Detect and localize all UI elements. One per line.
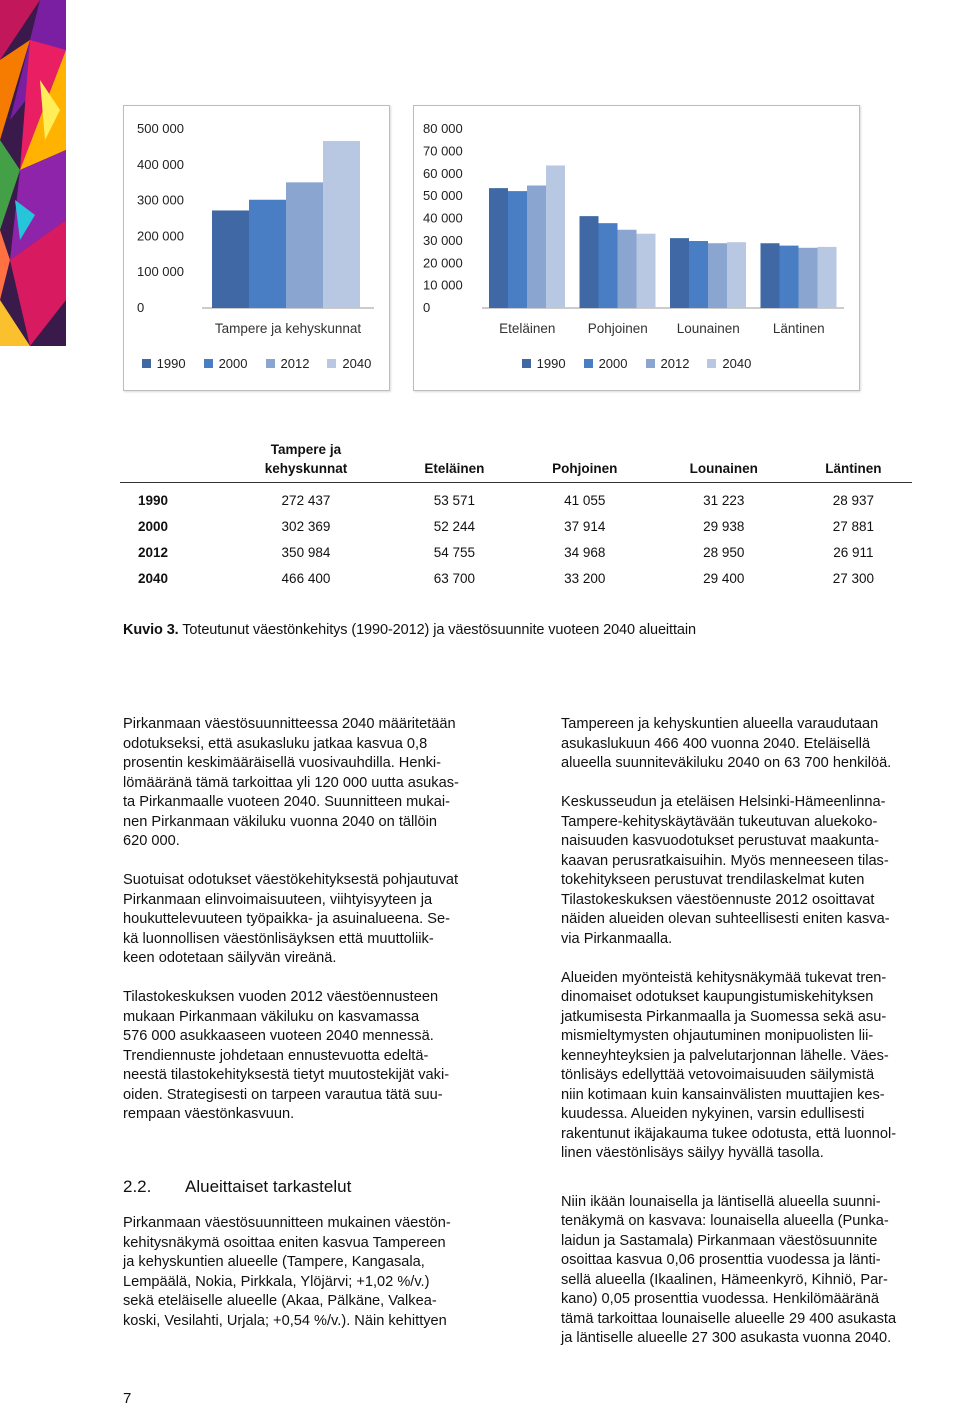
table-cell: 28 950 xyxy=(703,544,745,560)
table-cell: 272 437 xyxy=(281,492,331,508)
table-body xyxy=(120,483,912,592)
chart-regions-y-tick-label: 40 000 xyxy=(423,210,463,226)
chart-regions-bar xyxy=(599,223,618,308)
chart-regions-category-label: Läntinen xyxy=(772,321,825,336)
chart-tampere-y-tick-label: 400 000 xyxy=(137,156,184,172)
chart-regions-bar xyxy=(708,243,727,308)
chart-tampere-bar xyxy=(249,200,286,308)
chart-regions-legend-label: 2012 xyxy=(660,356,690,371)
section-heading xyxy=(123,1177,523,1197)
chart-regions-legend-label: 2040 xyxy=(722,356,752,371)
chart-regions-legend-item xyxy=(584,356,628,371)
chart-regions-bar xyxy=(761,243,780,308)
paragraph: Alueiden myönteistä kehitysnäkymää tukevat tren- dinomaiset odotukset kaupungistumiskehityksen jatkumisesta Pirkanmaalla ja Suomessa sekä asu- mismieltymysten ohjautuminen monipuolisten lii- kenneyhteyksien ja palvelutarjonnan lähelle. Väes- tönlisäys edellyttää vetovoimaisuuden säilymistä niin kotimaan kuin kansainvälisten muuttajien kes- kuudessa. Alueiden nykyinen, varsin edullisesti rakentunut ikäjakauma tukee odotusta, että luonnol- linen väestönlisäys säilyy hyvällä tasolla. xyxy=(561,969,897,1161)
chart-regions-bar xyxy=(670,238,689,308)
table-cell: 28 937 xyxy=(832,492,875,508)
chart-tampere-bar xyxy=(323,141,360,308)
table-header-row xyxy=(120,440,912,483)
caption-label: Kuvio 3. xyxy=(123,622,179,638)
table-cell: 350 984 xyxy=(281,544,331,560)
left-text-column xyxy=(123,715,523,1351)
table-cell: 54 755 xyxy=(433,544,476,560)
table-cell: 41 055 xyxy=(564,492,606,508)
chart-tampere-legend-item xyxy=(327,356,371,371)
chart-tampere-legend xyxy=(124,356,389,371)
chart-tampere-legend-swatch xyxy=(204,359,213,368)
chart-regions-y-tick-label: 80 000 xyxy=(423,121,463,136)
chart-tampere-legend-item xyxy=(204,356,248,371)
chart-tampere-legend-swatch xyxy=(142,359,151,368)
chart-tampere-category-label: Tampere ja kehyskunnat xyxy=(214,321,362,336)
table-row xyxy=(120,513,912,539)
table-cell: 33 200 xyxy=(564,570,606,586)
table-cell: 466 400 xyxy=(281,570,331,586)
chart-tampere-y-tick-label: 500 000 xyxy=(137,121,184,136)
chart-regions-legend-label: 1990 xyxy=(536,356,566,371)
chart-tampere-legend-label: 1990 xyxy=(156,356,186,371)
table-header-cell: Pohjoinen xyxy=(517,440,653,483)
right-text-column xyxy=(561,715,960,1368)
table-row-year: 2000 xyxy=(138,518,169,534)
chart-regions-bar xyxy=(527,185,546,308)
chart-regions-bar xyxy=(727,242,746,308)
chart-regions-bar xyxy=(489,188,508,308)
chart-regions-legend-item xyxy=(707,356,751,371)
table-cell: 34 968 xyxy=(564,544,606,560)
chart-regions-bar xyxy=(580,216,599,308)
chart-regions-bar xyxy=(780,246,799,308)
chart-tampere-y-tick-label: 0 xyxy=(137,300,145,315)
chart-regions-bar xyxy=(618,230,637,308)
chart-regions-legend-swatch xyxy=(707,359,716,368)
chart-regions-y-tick-label: 0 xyxy=(423,300,431,315)
chart-regions-legend xyxy=(414,356,859,371)
chart-tampere-y-tick-label: 200 000 xyxy=(137,228,184,244)
table-header-cell: Läntinen xyxy=(795,440,912,483)
chart-tampere-legend-swatch xyxy=(327,359,336,368)
figure-caption xyxy=(123,622,696,638)
population-table xyxy=(120,440,912,591)
chart-tampere-legend-item xyxy=(266,356,310,371)
chart-regions xyxy=(413,105,860,391)
chart-tampere-legend-label: 2012 xyxy=(280,356,310,371)
chart-regions-bar xyxy=(818,247,837,308)
table-cell: 52 244 xyxy=(433,518,476,534)
chart-regions-legend-swatch xyxy=(584,359,593,368)
table-cell: 302 369 xyxy=(281,518,331,534)
table-header-cell: Tampere ja kehyskunnat xyxy=(220,440,392,483)
chart-regions-bar xyxy=(508,191,527,308)
table-row xyxy=(120,565,912,591)
chart-tampere-bar xyxy=(286,182,323,308)
chart-regions-category-label: Eteläinen xyxy=(499,321,556,336)
chart-tampere-y-tick-label: 300 000 xyxy=(137,192,184,208)
table-cell: 53 571 xyxy=(433,492,476,508)
chart-regions-legend-swatch xyxy=(646,359,655,368)
chart-regions-bar xyxy=(689,241,708,308)
section-number: 2.2. xyxy=(123,1176,152,1196)
chart-regions-bar xyxy=(799,248,818,308)
table-cell: 29 400 xyxy=(703,570,745,586)
chart-tampere xyxy=(123,105,390,391)
chart-regions-legend-item xyxy=(522,356,566,371)
table-row xyxy=(120,539,912,565)
chart-regions-y-tick-label: 60 000 xyxy=(423,165,463,181)
chart-regions-svg xyxy=(414,106,859,346)
table-cell: 31 223 xyxy=(703,492,745,508)
paragraph: Tilastokeskuksen vuoden 2012 väestöennusteen mukaan Pirkanmaan väkiluku on kasvamassa 576 000 asukkaaseen vuoteen 2040 mennessä. Trendiennuste johdetaan ennustevuotta edeltä- neestä tilastokehityksestä tietyt muutostekijät vaki- oiden. Strategisesti on tarpeen varautua tätä suu- rempaan väestönkasvuun. xyxy=(123,989,450,1122)
chart-tampere-bar xyxy=(212,210,249,308)
page-number: 7 xyxy=(123,1390,132,1407)
table-cell: 63 700 xyxy=(433,570,476,586)
chart-regions-bar xyxy=(637,234,656,308)
table-cell: 37 914 xyxy=(564,518,606,534)
table-cell: 27 881 xyxy=(832,518,875,534)
decorative-corner-pattern xyxy=(0,0,66,346)
chart-tampere-y-tick-label: 100 000 xyxy=(137,264,184,280)
chart-regions-legend-item xyxy=(646,356,690,371)
paragraph: Suotuisat odotukset väestökehityksestä pohjautuvat Pirkanmaan elinvoimaisuuteen, viihtyisyyteen ja houkuttelevuuteen työpaikka- ja asuinalueena. Se- kä luonnollisen väestönlisäyksen että muuttoliik- keen odotetaan säilyvän vireänä. xyxy=(123,872,459,966)
chart-regions-y-tick-label: 20 000 xyxy=(423,255,463,271)
chart-regions-category-label: Lounainen xyxy=(676,321,740,336)
chart-regions-legend-swatch xyxy=(522,359,531,368)
chart-tampere-svg xyxy=(124,106,389,346)
table-cell: 26 911 xyxy=(833,544,874,560)
table-cell: 27 300 xyxy=(832,570,875,586)
chart-regions-y-tick-label: 70 000 xyxy=(423,143,463,159)
chart-regions-y-tick-label: 30 000 xyxy=(423,232,463,248)
caption-text: Toteutunut väestönkehitys (1990-2012) ja väestösuunnite vuoteen 2040 alueittain xyxy=(178,622,696,638)
table-header-cell xyxy=(120,440,220,483)
paragraph: Tampereen ja kehyskuntien alueella varaudutaan asukaslukuun 466 400 vuonna 2040. Eteläisellä alueella suunniteväkiluku 2040 on 63 700 henkilöä. xyxy=(561,716,892,771)
table-cell: 29 938 xyxy=(703,518,745,534)
table-header-cell: Lounainen xyxy=(653,440,795,483)
chart-regions-y-tick-label: 10 000 xyxy=(423,277,463,293)
chart-regions-category-label: Pohjoinen xyxy=(587,321,648,336)
paragraph: Pirkanmaan väestösuunnitteen mukainen väestön- kehitysnäkymä osoittaa eniten kasvua Tampereen ja kehyskuntien alueelle (Tampere, Kangasala, Lempäälä, Nokia, Pirkkala, Ylöjärvi; +1,02 %/v.) sekä eteläiselle alueelle (Akaa, Pälkäne, Valkea- koski, Vesilahti, Urjala; +0,54 %/v.). Näin kehittyen xyxy=(123,1215,451,1329)
section-title: Alueittaiset tarkastelut xyxy=(185,1176,352,1196)
table-row-year: 1990 xyxy=(138,492,169,508)
paragraph: Niin ikään lounaisella ja läntisellä alueella suunni- tenäkymä on kasvava: lounaisella alueella (Punka- laidun ja Sastamala) Pirkanmaan väestösuunnite osoittaa kasvua 0,06 prosenttia vuodessa ja länti- sellä alueella (Ikaalinen, Hämeenkyrö, Kihniö, Par- kano) 0,05 prosenttia vuodessa. Henkilömääränä tämä tarkoittaa lounaiselle alueelle 29 400 asukasta ja läntiselle alueelle 27 300 asukasta vuonna 2040. xyxy=(561,1193,897,1346)
chart-tampere-legend-swatch xyxy=(266,359,275,368)
table-header-cell: Eteläinen xyxy=(392,440,517,483)
paragraph: Pirkanmaan väestösuunnitteessa 2040 määritetään odotukseksi, että asukasluku jatkaa kasvua 0,8 prosentin keskimääräisellä vuosivauhdilla. Henki- lömääränä tämä tarkoittaa yli 120 000 uutta asukas- ta Pirkanmaalle vuoteen 2040. Suunnitteen mukai- nen Pirkanmaan väkiluku vuonna 2040 on tällöin 620 000. xyxy=(123,716,459,849)
table-row xyxy=(120,483,912,514)
chart-regions-legend-label: 2000 xyxy=(598,356,628,371)
paragraph: Keskusseudun ja eteläisen Helsinki-Hämeenlinna- Tampere-kehityskäytävään tukeutuvan aluekoko- naisuuden kasvuodotukset perustuvat maakunta- kaavan perusratkaisuihin. Myös menneeseen tilas- tokehitykseen perustuvat trendilaskelmat kuten Tilastokeskuksen väestöennuste 2012 osoittavat näiden alueiden olevan suhteellisesti eniten kasva- via Pirkanmaalla. xyxy=(561,794,890,947)
table-row-year: 2012 xyxy=(138,544,169,560)
chart-tampere-legend-item xyxy=(142,356,186,371)
chart-regions-bar xyxy=(546,165,565,308)
chart-tampere-legend-label: 2000 xyxy=(218,356,248,371)
table-row-year: 2040 xyxy=(138,570,169,586)
chart-regions-y-tick-label: 50 000 xyxy=(423,188,463,204)
chart-tampere-legend-label: 2040 xyxy=(342,356,372,371)
